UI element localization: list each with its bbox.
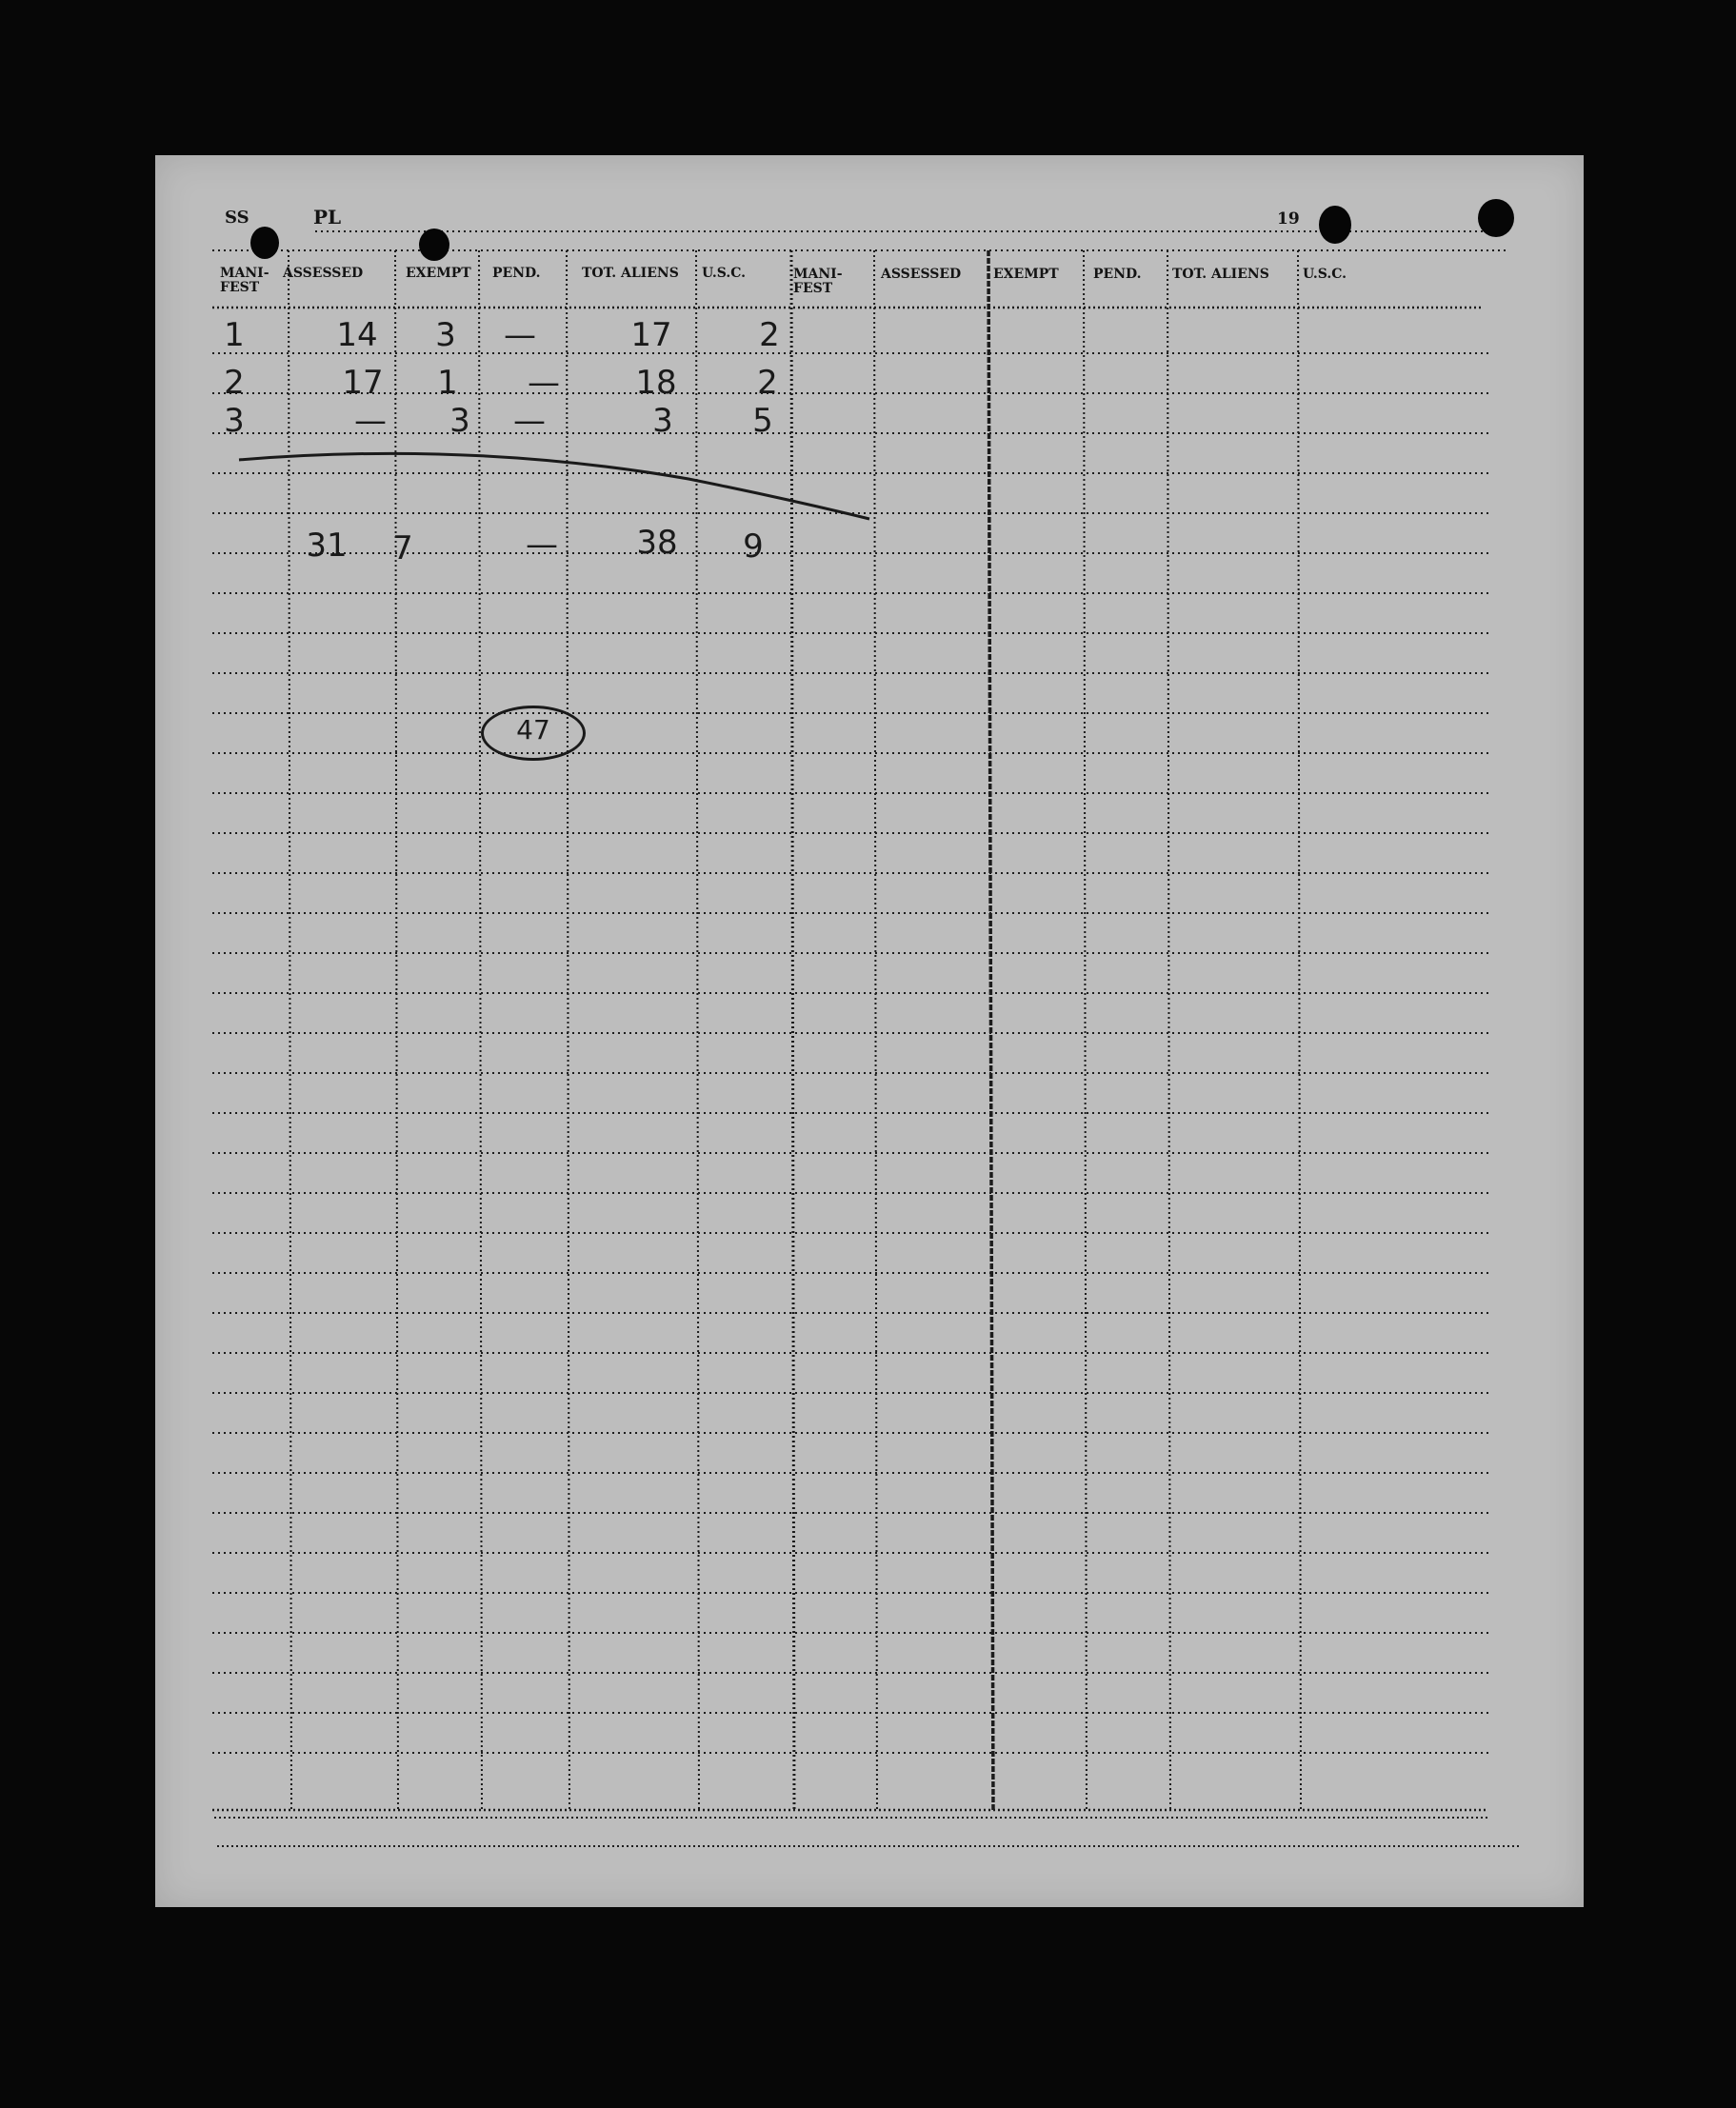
grand-total: 47	[516, 714, 550, 746]
row1-tot-aliens: 17	[630, 316, 672, 354]
header-tot-aliens-2: TOT. ALIENS	[1172, 267, 1269, 282]
header-usc: U.S.C.	[702, 266, 747, 281]
total-exempt: 7	[392, 529, 413, 567]
header-pend-2: PEND.	[1093, 267, 1142, 282]
header-exempt: EXEMPT	[406, 266, 471, 281]
header-exempt-2: EXEMPT	[993, 267, 1059, 282]
header-manifest-line2: FEST	[220, 280, 260, 295]
header-usc-2: U.S.C.	[1303, 267, 1347, 282]
header-assessed: ASSESSED	[283, 266, 364, 281]
row2-manifest: 2	[224, 364, 245, 402]
row2-pend: —	[528, 364, 560, 402]
row3-manifest: 3	[224, 402, 245, 440]
row3-tot-aliens: 3	[652, 402, 673, 440]
header-tot-aliens: TOT. ALIENS	[582, 266, 679, 281]
total-usc: 9	[743, 527, 764, 566]
row1-assessed: 14	[336, 316, 378, 354]
handwritten-sum-line	[155, 155, 1584, 1907]
total-tot-aliens: 38	[636, 524, 678, 562]
row1-manifest: 1	[224, 316, 245, 354]
row1-exempt: 3	[435, 316, 456, 354]
row3-exempt: 3	[449, 402, 470, 440]
form-sheet	[155, 155, 1584, 1907]
pl-label: PL	[313, 206, 342, 229]
ss-label: SS	[225, 208, 249, 228]
row2-tot-aliens: 18	[635, 364, 677, 402]
year-label: 19	[1277, 209, 1300, 229]
header-manifest-line1: MANI-	[220, 266, 269, 281]
row2-exempt: 1	[437, 364, 458, 402]
row1-usc: 2	[759, 316, 780, 354]
row2-usc: 2	[757, 364, 778, 402]
row1-pend: —	[504, 316, 536, 354]
total-pend: —	[526, 526, 558, 564]
row3-pend: —	[513, 402, 546, 440]
row3-assessed: —	[354, 402, 387, 440]
row2-assessed: 17	[342, 364, 384, 402]
header-assessed-2: ASSESSED	[881, 267, 962, 282]
header-manifest-2-line1: MANI-	[793, 267, 843, 282]
header-manifest-2-line2: FEST	[793, 281, 833, 296]
total-assessed: 31	[306, 527, 348, 565]
header-pend: PEND.	[492, 266, 541, 281]
row3-usc: 5	[752, 402, 773, 440]
